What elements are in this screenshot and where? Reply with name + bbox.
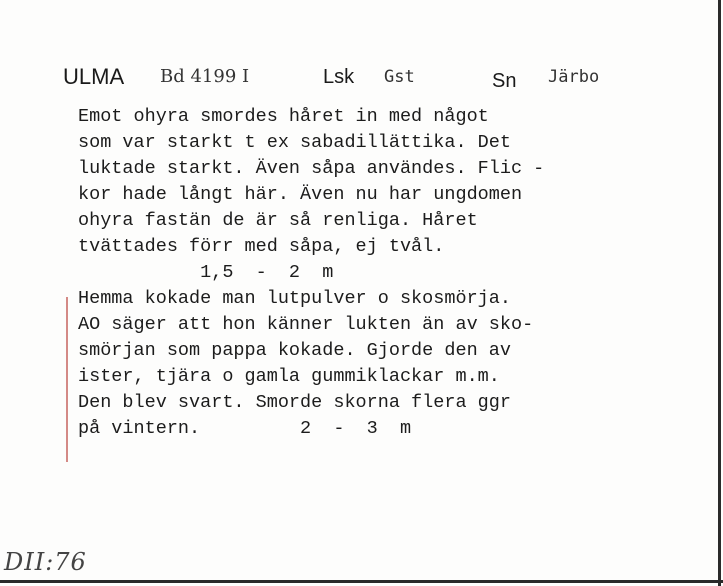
margin-mark xyxy=(66,297,68,462)
landskap-value: Gst xyxy=(384,67,415,87)
entry-1-line: kor hade långt här. Även nu har ungdomen xyxy=(78,184,523,205)
card-header xyxy=(0,62,723,92)
entry-1-line: 1,5 - 2 m xyxy=(78,262,334,283)
entry-2-line: på vintern. 2 - 3 m xyxy=(78,418,412,439)
entry-2-line: Hemma kokade man lutpulver o skosmörja. xyxy=(78,288,511,309)
landskap-label: Lsk xyxy=(323,66,355,88)
archive-name: ULMA xyxy=(63,64,125,89)
card-edge-bottom xyxy=(0,580,723,583)
entry-1-line: luktade starkt. Även såpa användes. Flic - xyxy=(78,158,545,179)
entry-1-line: tvättades förr med såpa, ej tvål. xyxy=(78,236,445,257)
socken-label: Sn xyxy=(492,70,517,92)
socken-value: Järbo xyxy=(548,67,600,87)
entry-1-line: ohyra fastän de är så renliga. Håret xyxy=(78,210,478,231)
entry-1-line: som var starkt t ex sabadillättika. Det xyxy=(78,132,511,153)
entry-2-line: AO säger att hon känner lukten än av sko- xyxy=(78,314,534,335)
entry-1-line: Emot ohyra smordes håret in med något xyxy=(78,106,489,127)
handwritten-signature: DII:76 xyxy=(4,548,87,576)
entry-2-line: ister, tjära o gamla gummiklackar m.m. xyxy=(78,366,500,387)
entry-2-line: smörjan som pappa kokade. Gjorde den av xyxy=(78,340,511,361)
entry-2-line: Den blev svart. Smorde skorna flera ggr xyxy=(78,392,511,413)
record-number: Bd 4199 I xyxy=(160,66,250,87)
